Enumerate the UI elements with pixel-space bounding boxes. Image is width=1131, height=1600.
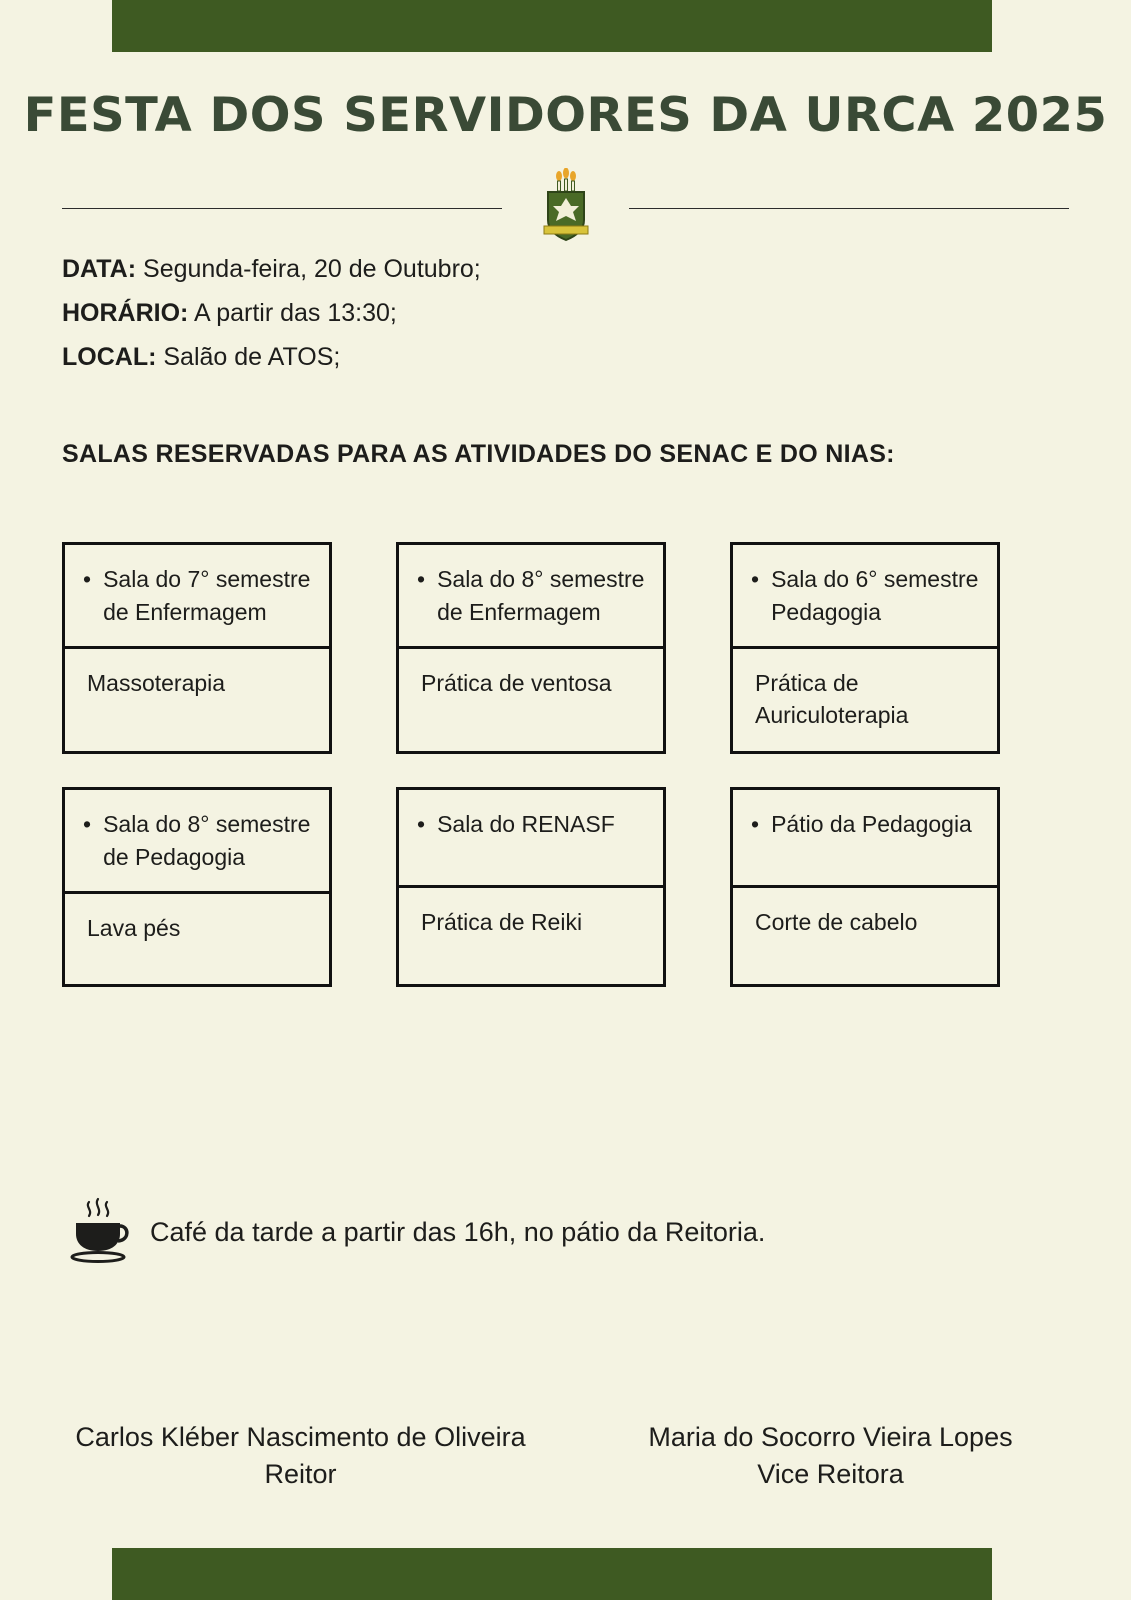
info-place-value: Salão de ATOS; — [163, 342, 341, 371]
signature-role: Reitor — [264, 1458, 337, 1489]
event-info — [62, 248, 481, 379]
activity-name: Corte de cabelo — [755, 909, 918, 936]
urca-crest-emblem — [538, 168, 594, 244]
top-green-bar — [112, 0, 992, 52]
signature-role: Vice Reitora — [757, 1458, 904, 1489]
bullet-icon: • — [83, 811, 92, 838]
room-card-activity — [399, 649, 663, 739]
info-date-value: Segunda-feira, 20 de Outubro; — [143, 255, 481, 283]
info-time-row — [62, 292, 481, 336]
activity-name: Lava pés — [87, 914, 181, 941]
room-card-header — [733, 790, 997, 888]
room-name: Pátio da Pedagogia — [771, 811, 972, 838]
room-card-header — [65, 545, 329, 649]
bullet-icon: • — [417, 566, 426, 592]
room-name: Sala do 8° semestre de Pedagogia — [103, 811, 311, 871]
signature-block — [601, 1419, 1061, 1492]
room-card-activity — [733, 649, 997, 751]
activity-name: Prática de Auriculoterapia — [755, 669, 909, 728]
room-card-header — [65, 790, 329, 894]
room-card-activity — [65, 894, 329, 984]
room-card-activity — [399, 888, 663, 978]
page-title: FESTA DOS SERVIDORES DA URCA 2025 — [23, 88, 1108, 143]
signatures — [0, 1419, 1131, 1492]
room-card-activity — [65, 649, 329, 739]
bullet-icon: • — [751, 811, 760, 838]
info-date-row — [62, 248, 481, 292]
bullet-icon: • — [417, 811, 426, 838]
signature-block — [71, 1419, 531, 1492]
divider-line-left — [62, 208, 502, 209]
info-time-label: HORÁRIO: — [62, 298, 189, 327]
room-card-header — [733, 545, 997, 649]
bullet-icon: • — [83, 566, 92, 592]
divider-line-right — [629, 208, 1069, 209]
info-place-row — [62, 336, 481, 380]
signature-name: Carlos Kléber Nascimento de Oliveira — [75, 1422, 526, 1453]
room-card — [62, 787, 332, 987]
room-card — [396, 542, 666, 754]
info-date-label: DATA: — [62, 255, 137, 283]
room-name: Sala do 7° semestre de Enfermagem — [103, 566, 311, 626]
rooms-grid-row — [62, 787, 1072, 987]
room-name: Sala do RENASF — [437, 811, 615, 838]
activity-name: Prática de Reiki — [421, 909, 583, 936]
bottom-green-bar — [112, 1548, 992, 1600]
bullet-icon: • — [751, 566, 760, 592]
info-place-label: LOCAL: — [62, 342, 157, 371]
coffee-cup-icon — [62, 1196, 134, 1268]
rooms-grid — [62, 542, 1072, 1020]
rooms-grid-row — [62, 542, 1072, 754]
section-heading: SALAS RESERVADAS PARA AS ATIVIDADES DO SENAC E DO NIAS: — [62, 440, 895, 468]
info-time-value: A partir das 13:30; — [193, 298, 397, 327]
room-card — [396, 787, 666, 987]
room-card — [730, 787, 1000, 987]
room-card-activity — [733, 888, 997, 978]
signature-name: Maria do Socorro Vieira Lopes — [648, 1422, 1013, 1453]
coffee-note — [62, 1196, 765, 1268]
coffee-text: Café da tarde a partir das 16h, no pátio da Reitoria. — [150, 1216, 766, 1247]
room-name: Sala do 6° semestre Pedagogia — [771, 566, 979, 626]
room-card — [62, 542, 332, 754]
room-name: Sala do 8° semestre de Enfermagem — [437, 566, 645, 626]
activity-name: Massoterapia — [87, 669, 226, 696]
room-card — [730, 542, 1000, 754]
room-card-header — [399, 790, 663, 888]
room-card-header — [399, 545, 663, 649]
activity-name: Prática de ventosa — [421, 669, 612, 696]
